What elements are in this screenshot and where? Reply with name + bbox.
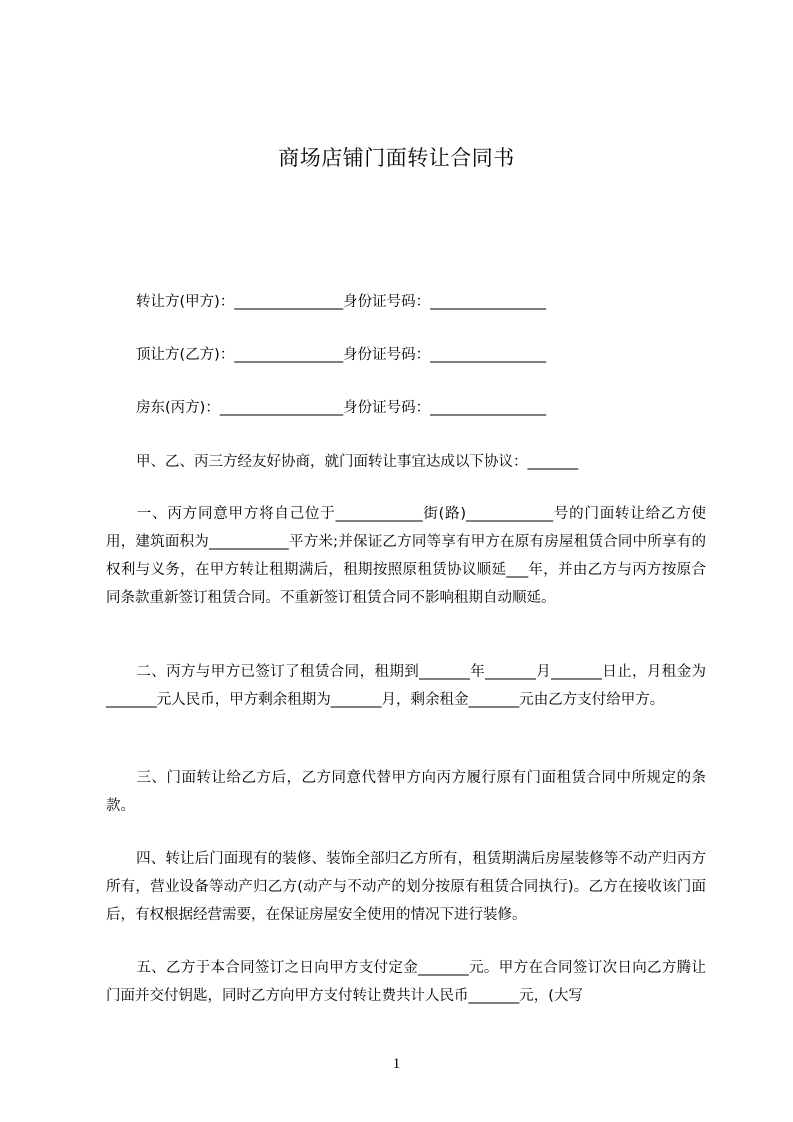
clause-4-text: 四、转让后门面现有的装修、装饰全部归乙方所有，租赁期满后房屋装修等不动产归丙方所有，营业设备等动产归乙方(动产与不动产的划分按原有租赁合同执行)。乙方在接收该门面后，有权根据经营需要，在保证房屋安全使用的情况下进行装修。	[106, 851, 706, 923]
party-transferor-line: 转让方(甲方)：_______________身份证号码：________________	[136, 294, 547, 310]
party-transferee-line: 顶让方(乙方)：_______________身份证号码：________________	[136, 347, 547, 363]
document-title: 商场店铺门面转让合同书	[278, 146, 515, 170]
clause-3	[106, 764, 706, 820]
clause-1-text: 一、丙方同意甲方将自己位于____________街(路)____________号的门面转让给乙方使用，建筑面积为___________平方米;并保证乙方同等享有甲方在原有房屋租赁合同中所享有的权利与义务，在甲方转让租期满后，租期按照原租赁协议顺延___年，并由乙方与丙方按原合同条款重新签订租赁合同。不重新签订租赁合同不影响租期自动顺延。	[106, 506, 706, 606]
clause-3-text: 三、门面转让给乙方后，乙方同意代替甲方向丙方履行原有门面租赁合同中所规定的条款。	[106, 770, 706, 814]
page-number: 1	[392, 1056, 401, 1072]
clause-4	[106, 845, 706, 929]
clause-5	[106, 954, 706, 1010]
clause-2-text: 二、丙方与甲方已签订了租赁合同，租期到_______年_______月_______日止，月租金为_______元人民币，甲方剩余租期为_______月，剩余租金_______元由乙方支付给甲方。	[106, 664, 706, 708]
clause-1	[106, 500, 706, 612]
clause-2	[106, 658, 706, 714]
clause-5-text: 五、乙方于本合同签订之日向甲方支付定金_______元。甲方在合同签订次日向乙方腾让门面并交付钥匙，同时乙方向甲方支付转让费共计人民币_______元，(大写	[106, 960, 706, 1004]
agreement-intro: 甲、乙、丙三方经友好协商，就门面转让事宜达成以下协议：_______	[136, 454, 579, 470]
party-landlord-line: 房东(丙方)：_________________身份证号码：________________	[136, 400, 547, 416]
